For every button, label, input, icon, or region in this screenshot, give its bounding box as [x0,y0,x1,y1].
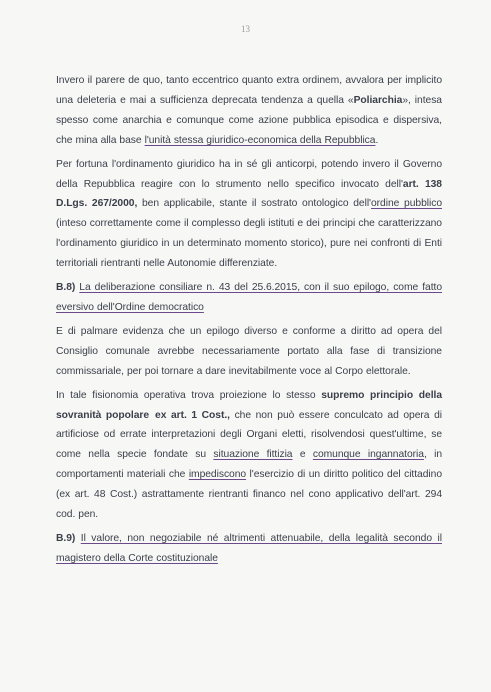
underlined-phrase: situazione fittizia [213,449,293,461]
text: Invero il parere de quo, tanto eccentrico quanto extra ordinem, avvalora per implicito una deleteria e mai a sufficienza deprecata tendenza a quella « [56,75,442,106]
section-title: Il valore, non negoziabile né altrimenti attenuabile, della legalità secondo il magistero della Corte costituzionale [56,532,442,564]
bold-principle: supremo principio della sovranità popolare [56,389,442,421]
text: E di palmare evidenza che un epilogo diverso e conforme a diritto ad opera del Consiglio comunale avrebbe necessariamente portato alla fase di transizione commissariale, per poi tornare a dare inevitabilmente voce al Corpo elettorale. [56,325,442,377]
section-heading-b9 [56,529,442,569]
text: In tale fisionomia operativa trova proiezione lo stesso [56,389,322,401]
paragraph-sovranita [56,386,442,525]
text: (inteso correttamente come il complesso degli istituti e dei principi che caratterizzano l'ordinamento giuridico in un determinato momento storico), pure nei confronti di Enti territoriali rientranti nelle Autonomie differenziate. [56,218,442,270]
document-body [56,71,442,573]
text: , in comportamenti materiali che [56,449,442,481]
text: Per fortuna l'ordinamento giuridico ha in sé gli anticorpi, potendo invero il Governo della Repubblica reagire con lo strumento nello specifico invocato dell' [56,158,442,190]
underlined-phrase: l'unità stessa giuridico-economica della Repubblica [144,134,376,146]
bold-term: Poliarchia [353,94,403,106]
bold-reference: ex art. 1 Cost., [155,409,230,421]
text: che non può essere conculcato ad opera di artificiose od errate interpretazioni degli Organi eletti, risolvendosi quest'ultime, se come nella specie fondate su [56,409,442,461]
section-title: La deliberazione consiliare n. 43 del 25.6.2015, con il suo epilogo, come fatto eversivo dell'Ordine democratico [56,282,442,313]
underlined-phrase: ordine pubblico [370,198,442,210]
section-heading-b8 [56,278,442,318]
section-label: B.8) [56,282,76,294]
paragraph-anticorpi [56,155,442,274]
text: l'esercizio di un diritto politico del cittadino (ex art. 48 Cost.) astrattamente rientranti financo nel cono applicativo dell'art. 294 cod. pen. [56,469,442,521]
text: », intesa spesso come anarchia e comunque come azione pubblica episodica e dispersiva, che mina alla base [56,94,442,146]
underlined-phrase: impediscono [188,469,247,481]
bold-reference: art. 138 D.Lgs. 267/2000, [56,178,442,210]
text: ben applicabile, stante il sostrato ontologico dell' [137,198,371,210]
text: . [375,134,379,146]
section-label: B.9) [56,532,76,544]
paragraph-epilogo [56,322,442,382]
underlined-phrase: comunque ingannatoria [312,449,424,461]
text: e [292,449,313,461]
paragraph-poliarchia [56,71,442,151]
page-number: 13 [241,24,250,34]
